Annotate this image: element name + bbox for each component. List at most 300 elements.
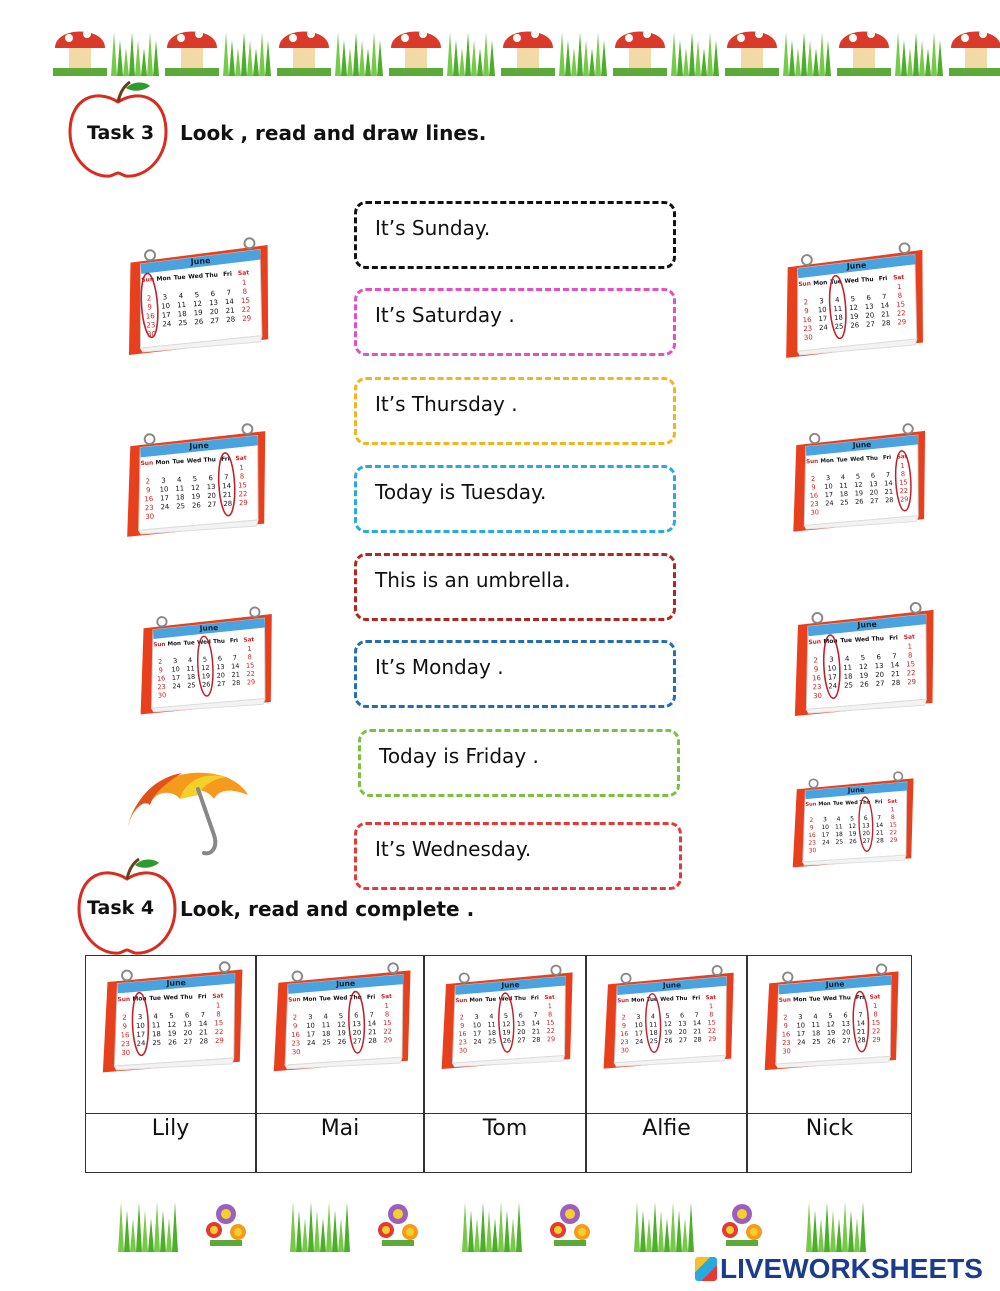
calendar-image[interactable]	[776, 240, 931, 360]
svg-text:17: 17	[821, 831, 830, 839]
svg-text:Wed: Wed	[163, 995, 179, 1002]
svg-text:14: 14	[856, 1019, 866, 1028]
svg-text:2: 2	[292, 1013, 298, 1022]
sentence-box[interactable]	[354, 201, 676, 269]
calendar-image[interactable]	[782, 421, 935, 534]
svg-text:Tue: Tue	[173, 273, 186, 282]
svg-text:3: 3	[819, 297, 825, 306]
svg-text:1: 1	[890, 806, 895, 814]
svg-text:24: 24	[635, 1037, 644, 1046]
svg-text:Tue: Tue	[172, 458, 185, 466]
svg-text:Fri: Fri	[882, 454, 892, 462]
svg-text:15: 15	[240, 296, 251, 306]
svg-text:1: 1	[896, 282, 902, 292]
svg-text:26: 26	[167, 1038, 177, 1047]
svg-text:Fri: Fri	[222, 270, 233, 279]
grass-icon	[671, 32, 719, 76]
svg-text:24: 24	[818, 323, 829, 332]
svg-text:26: 26	[194, 317, 204, 327]
svg-text:26: 26	[854, 497, 864, 506]
svg-text:25: 25	[649, 1036, 659, 1046]
svg-text:23: 23	[157, 682, 166, 692]
svg-text:29: 29	[238, 498, 249, 508]
svg-text:19: 19	[502, 1028, 511, 1037]
svg-text:29: 29	[246, 678, 256, 687]
svg-text:24: 24	[828, 682, 838, 691]
calendar-icon	[759, 960, 904, 1075]
svg-text:Mon: Mon	[813, 280, 828, 288]
svg-text:16: 16	[812, 674, 822, 683]
sentence-text: It’s Thursday .	[375, 392, 518, 416]
svg-text:4: 4	[813, 1012, 818, 1021]
svg-text:20: 20	[352, 1028, 362, 1037]
svg-text:Tue: Tue	[183, 640, 195, 647]
svg-text:Sat: Sat	[380, 993, 392, 1001]
svg-text:25: 25	[812, 1037, 821, 1047]
svg-text:9: 9	[811, 483, 816, 492]
svg-text:23: 23	[458, 1038, 468, 1047]
svg-text:2: 2	[803, 298, 809, 307]
svg-text:12: 12	[663, 1020, 673, 1029]
table-cell-name[interactable]	[256, 1113, 424, 1173]
svg-text:11: 11	[834, 823, 843, 831]
svg-text:23: 23	[812, 682, 822, 692]
svg-text:3: 3	[474, 1012, 479, 1022]
svg-text:26: 26	[849, 838, 857, 846]
grass-icon	[462, 1202, 522, 1252]
svg-text:16: 16	[620, 1029, 629, 1039]
svg-text:3: 3	[308, 1012, 313, 1022]
svg-text:Sat: Sat	[705, 994, 717, 1002]
svg-text:7: 7	[694, 1010, 699, 1019]
svg-text:25: 25	[322, 1038, 331, 1047]
svg-text:4: 4	[489, 1012, 494, 1021]
sentence-text: It’s Monday .	[375, 655, 504, 679]
svg-text:Wed: Wed	[660, 996, 674, 1003]
calendar-image[interactable]	[436, 960, 578, 1075]
svg-text:Mon: Mon	[155, 459, 170, 467]
svg-text:Thu: Thu	[213, 638, 226, 646]
svg-text:Tue: Tue	[840, 637, 853, 645]
svg-text:13: 13	[874, 661, 884, 671]
svg-text:27: 27	[869, 496, 879, 506]
svg-text:30: 30	[145, 512, 155, 522]
svg-text:14: 14	[880, 301, 890, 310]
grass-icon	[447, 32, 495, 76]
svg-text:11: 11	[175, 484, 185, 493]
mushroom-icon	[949, 30, 1000, 76]
svg-text:18: 18	[811, 1029, 821, 1038]
svg-text:19: 19	[201, 672, 211, 681]
svg-text:21: 21	[880, 310, 891, 319]
svg-text:16: 16	[802, 315, 812, 325]
svg-text:Wed: Wed	[850, 456, 865, 464]
svg-text:28: 28	[891, 678, 901, 688]
sentence-box[interactable]	[354, 377, 676, 445]
student-name: Mai	[320, 1116, 360, 1141]
student-name: Alfie	[642, 1116, 691, 1141]
svg-text:19: 19	[191, 492, 201, 501]
svg-text:Mon: Mon	[302, 996, 317, 1004]
svg-text:9: 9	[122, 1022, 128, 1031]
svg-text:25: 25	[835, 838, 844, 846]
svg-text:15: 15	[382, 1018, 392, 1028]
svg-text:22: 22	[889, 829, 898, 837]
svg-text:29: 29	[897, 317, 907, 327]
svg-text:Sun: Sun	[288, 997, 301, 1004]
svg-text:4: 4	[176, 475, 182, 484]
svg-text:26: 26	[201, 680, 211, 689]
svg-text:Wed: Wed	[197, 639, 212, 647]
svg-text:21: 21	[875, 829, 884, 837]
svg-text:8: 8	[216, 1010, 221, 1019]
svg-text:13: 13	[182, 1020, 192, 1029]
calendar-image[interactable]	[268, 960, 416, 1075]
svg-text:13: 13	[216, 662, 225, 672]
sentence-box[interactable]	[354, 553, 676, 621]
svg-text:22: 22	[241, 305, 251, 314]
svg-text:10: 10	[796, 1021, 806, 1030]
svg-text:14: 14	[222, 481, 232, 491]
calendar-image[interactable]	[97, 959, 248, 1074]
svg-text:20: 20	[207, 491, 217, 501]
svg-text:27: 27	[678, 1035, 688, 1045]
svg-text:28: 28	[693, 1035, 702, 1044]
svg-text:21: 21	[222, 490, 232, 500]
calendar-image[interactable]	[114, 235, 281, 358]
svg-text:Wed: Wed	[822, 995, 837, 1003]
svg-text:21: 21	[367, 1028, 377, 1037]
grass-icon	[559, 32, 607, 76]
svg-text:7: 7	[232, 653, 238, 663]
svg-text:14: 14	[198, 1019, 208, 1028]
svg-text:27: 27	[517, 1036, 526, 1045]
svg-text:18: 18	[649, 1028, 658, 1038]
svg-text:8: 8	[384, 1010, 390, 1019]
svg-text:8: 8	[239, 472, 245, 481]
svg-text:30: 30	[458, 1046, 468, 1055]
svg-text:7: 7	[200, 1010, 206, 1019]
svg-text:3: 3	[825, 473, 831, 483]
svg-text:2: 2	[459, 1013, 465, 1022]
svg-text:Tue: Tue	[809, 996, 821, 1003]
svg-text:29: 29	[872, 1035, 881, 1044]
table-cell-name[interactable]	[424, 1113, 586, 1173]
svg-text:6: 6	[679, 1011, 685, 1020]
svg-text:12: 12	[192, 299, 203, 309]
task3-label: Task 3	[87, 122, 155, 144]
svg-text:21: 21	[231, 670, 241, 679]
svg-text:11: 11	[487, 1020, 496, 1029]
svg-text:25: 25	[834, 322, 844, 331]
svg-text:28: 28	[857, 1036, 866, 1045]
svg-text:15: 15	[889, 821, 897, 829]
student-name: Tom	[482, 1116, 528, 1141]
svg-text:25: 25	[176, 502, 186, 511]
svg-text:27: 27	[842, 1036, 851, 1045]
svg-text:10: 10	[824, 482, 833, 491]
svg-text:29: 29	[241, 314, 252, 323]
svg-text:15: 15	[245, 661, 255, 670]
svg-text:28: 28	[881, 319, 891, 328]
calendar-image[interactable]	[598, 960, 739, 1075]
svg-text:28: 28	[876, 837, 884, 845]
svg-text:9: 9	[809, 824, 814, 832]
svg-text:18: 18	[843, 672, 853, 681]
svg-text:6: 6	[876, 653, 882, 662]
svg-text:17: 17	[161, 310, 171, 320]
svg-text:11: 11	[321, 1021, 331, 1030]
svg-text:Thu: Thu	[514, 995, 527, 1003]
svg-text:3: 3	[172, 656, 178, 666]
svg-text:7: 7	[892, 652, 897, 661]
svg-text:16: 16	[809, 491, 819, 500]
svg-text:27: 27	[183, 1037, 193, 1047]
svg-text:10: 10	[159, 485, 169, 494]
svg-text:June: June	[852, 439, 872, 450]
svg-text:24: 24	[306, 1038, 316, 1048]
table-cell-name[interactable]	[747, 1113, 912, 1173]
svg-text:Thu: Thu	[349, 995, 362, 1002]
calendar-icon	[776, 240, 931, 360]
svg-text:8: 8	[547, 1010, 553, 1019]
sentence-text: It’s Saturday .	[375, 303, 515, 327]
svg-text:17: 17	[159, 494, 170, 503]
svg-text:22: 22	[707, 1026, 717, 1035]
svg-text:13: 13	[206, 482, 216, 492]
svg-text:26: 26	[191, 501, 201, 510]
svg-text:30: 30	[157, 691, 167, 700]
svg-text:26: 26	[827, 1037, 836, 1046]
svg-text:20: 20	[865, 311, 875, 320]
svg-text:1: 1	[241, 278, 247, 287]
svg-text:June: June	[847, 785, 865, 795]
svg-text:29: 29	[907, 677, 917, 687]
svg-text:15: 15	[546, 1018, 555, 1027]
svg-text:13: 13	[516, 1019, 526, 1028]
svg-text:24: 24	[797, 1038, 806, 1047]
svg-text:Wed: Wed	[845, 800, 858, 807]
svg-text:13: 13	[208, 298, 219, 308]
calendar-image[interactable]	[759, 960, 904, 1075]
grass-icon	[111, 32, 159, 76]
calendar-icon	[97, 959, 248, 1074]
svg-text:Fri: Fri	[229, 638, 239, 645]
svg-text:9: 9	[147, 303, 153, 312]
svg-text:1: 1	[873, 1001, 878, 1011]
svg-text:13: 13	[678, 1019, 687, 1028]
svg-text:10: 10	[135, 1021, 145, 1031]
svg-text:15: 15	[707, 1018, 716, 1027]
umbrella-icon[interactable]	[122, 765, 252, 860]
grass-icon	[118, 1202, 178, 1252]
svg-text:29: 29	[708, 1034, 717, 1044]
calendar-image[interactable]	[780, 770, 925, 870]
svg-text:14: 14	[692, 1019, 702, 1028]
svg-text:Sat: Sat	[212, 993, 224, 1000]
svg-text:30: 30	[808, 847, 817, 855]
svg-text:30: 30	[810, 508, 820, 517]
svg-text:Fri: Fri	[197, 994, 207, 1001]
student-name: Nick	[805, 1116, 854, 1141]
svg-text:1: 1	[215, 1001, 221, 1010]
svg-text:17: 17	[171, 673, 181, 683]
svg-text:Tue: Tue	[319, 996, 331, 1003]
svg-text:26: 26	[859, 680, 869, 689]
svg-text:Tue: Tue	[832, 800, 844, 807]
svg-text:2: 2	[621, 1013, 626, 1022]
svg-text:Tue: Tue	[646, 996, 658, 1004]
svg-text:Mon: Mon	[793, 996, 807, 1004]
svg-text:Tue: Tue	[830, 279, 843, 286]
svg-text:Mon: Mon	[820, 457, 835, 465]
svg-text:6: 6	[354, 1011, 359, 1020]
svg-text:3: 3	[636, 1012, 641, 1022]
svg-text:24: 24	[160, 502, 170, 512]
svg-text:Sun: Sun	[808, 639, 822, 647]
svg-text:2: 2	[145, 477, 151, 486]
calendar-image[interactable]	[787, 599, 941, 719]
svg-text:30: 30	[620, 1046, 630, 1055]
liveworksheets-logo	[695, 1253, 983, 1285]
svg-text:8: 8	[247, 653, 253, 662]
svg-text:Thu: Thu	[205, 271, 219, 280]
svg-text:Sun: Sun	[617, 997, 630, 1005]
sentence-box[interactable]	[354, 822, 682, 890]
sentence-box[interactable]	[354, 640, 676, 708]
svg-text:29: 29	[546, 1035, 556, 1044]
svg-text:Thu: Thu	[861, 276, 874, 284]
svg-text:5: 5	[855, 472, 861, 481]
svg-text:Mon: Mon	[132, 996, 147, 1003]
calendar-icon	[133, 599, 279, 721]
calendar-image[interactable]	[119, 421, 273, 539]
student-name: Lily	[151, 1116, 190, 1141]
svg-text:7: 7	[369, 1010, 374, 1019]
svg-text:2: 2	[122, 1013, 127, 1022]
svg-text:Thu: Thu	[180, 994, 193, 1002]
table-cell-name[interactable]	[85, 1113, 256, 1173]
svg-text:23: 23	[144, 503, 154, 513]
svg-text:23: 23	[620, 1037, 629, 1047]
svg-text:28: 28	[226, 315, 236, 325]
svg-text:9: 9	[621, 1021, 627, 1030]
svg-text:1: 1	[384, 1001, 390, 1010]
svg-text:6: 6	[870, 471, 876, 480]
svg-text:2: 2	[157, 657, 163, 666]
svg-text:14: 14	[884, 479, 893, 488]
svg-text:Fri: Fri	[366, 994, 376, 1001]
svg-text:Tue: Tue	[836, 457, 848, 464]
calendar-icon	[598, 960, 739, 1075]
task3-title: Look , read and draw lines.	[180, 121, 487, 145]
sentence-box[interactable]	[354, 465, 676, 533]
svg-text:29: 29	[214, 1036, 224, 1045]
svg-text:June: June	[335, 978, 356, 989]
svg-text:June: June	[825, 979, 845, 990]
svg-text:8: 8	[709, 1010, 714, 1019]
svg-text:9: 9	[460, 1021, 465, 1030]
svg-text:5: 5	[860, 653, 866, 663]
grass-icon	[335, 32, 383, 76]
svg-text:12: 12	[201, 663, 210, 673]
svg-text:25: 25	[839, 498, 849, 507]
svg-text:10: 10	[306, 1021, 316, 1030]
svg-text:15: 15	[871, 1018, 881, 1027]
svg-text:21: 21	[856, 1027, 866, 1036]
sentence-box[interactable]	[358, 729, 680, 797]
calendar-icon	[436, 960, 578, 1075]
svg-text:30: 30	[121, 1048, 131, 1058]
svg-text:30: 30	[291, 1047, 301, 1057]
sentence-box[interactable]	[354, 288, 676, 356]
svg-text:11: 11	[649, 1020, 658, 1029]
svg-text:12: 12	[854, 480, 863, 490]
svg-text:24: 24	[824, 499, 834, 508]
grass-icon	[634, 1202, 694, 1252]
svg-text:16: 16	[808, 831, 816, 840]
svg-text:Tue: Tue	[149, 995, 162, 1003]
svg-text:3: 3	[822, 816, 828, 824]
svg-text:12: 12	[167, 1020, 177, 1029]
svg-text:2: 2	[813, 656, 819, 665]
svg-text:17: 17	[827, 673, 837, 682]
table-cell-name[interactable]	[586, 1113, 747, 1173]
svg-text:23: 23	[120, 1039, 130, 1049]
svg-text:21: 21	[693, 1027, 702, 1036]
mushroom-icon	[277, 30, 331, 76]
svg-text:14: 14	[230, 662, 240, 671]
svg-text:19: 19	[859, 671, 869, 680]
svg-text:9: 9	[158, 666, 163, 675]
svg-text:Wed: Wed	[333, 995, 348, 1003]
svg-text:26: 26	[850, 321, 860, 330]
svg-text:20: 20	[862, 830, 871, 838]
svg-text:18: 18	[175, 493, 185, 502]
svg-text:27: 27	[875, 679, 885, 689]
svg-text:21: 21	[531, 1027, 541, 1036]
svg-text:7: 7	[223, 473, 229, 482]
svg-text:Fri: Fri	[855, 994, 865, 1002]
svg-text:22: 22	[546, 1026, 555, 1036]
svg-text:23: 23	[291, 1039, 301, 1048]
svg-text:17: 17	[136, 1030, 146, 1039]
top-decorative-border	[0, 18, 1000, 82]
svg-text:12: 12	[336, 1020, 346, 1029]
svg-text:Mon: Mon	[156, 274, 172, 283]
svg-text:4: 4	[840, 473, 846, 482]
svg-text:Sun: Sun	[806, 458, 819, 466]
svg-text:10: 10	[817, 305, 827, 315]
svg-text:14: 14	[531, 1019, 540, 1028]
svg-text:Mon: Mon	[823, 638, 838, 646]
svg-text:19: 19	[193, 308, 203, 318]
svg-text:20: 20	[841, 1028, 851, 1037]
grass-icon	[783, 32, 831, 76]
calendar-image[interactable]	[133, 599, 279, 721]
svg-text:Fri: Fri	[874, 799, 883, 806]
svg-text:21: 21	[225, 306, 235, 316]
svg-text:Fri: Fri	[220, 456, 230, 463]
calendar-icon	[114, 235, 281, 358]
mushroom-icon	[165, 30, 219, 76]
svg-text:Mon: Mon	[818, 801, 831, 808]
svg-text:16: 16	[458, 1029, 467, 1039]
svg-text:Sat: Sat	[235, 455, 247, 463]
svg-text:6: 6	[217, 654, 223, 663]
svg-text:5: 5	[850, 294, 856, 304]
svg-text:29: 29	[899, 495, 909, 504]
